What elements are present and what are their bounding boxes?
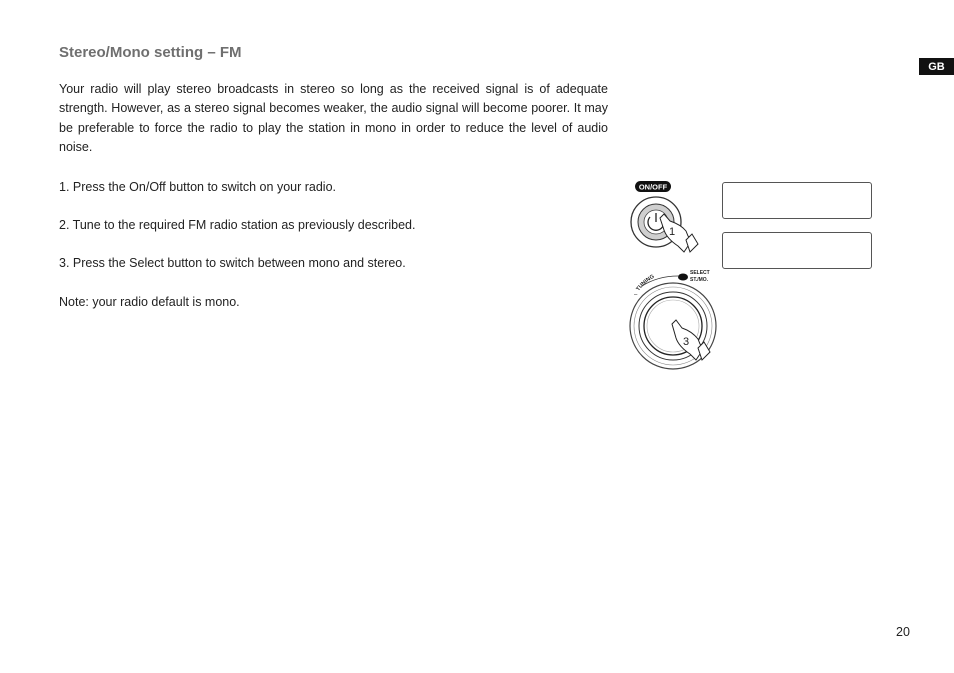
radio-controls-illustration: [626, 178, 726, 370]
svg-text:–: –: [634, 292, 638, 298]
page-title: Stereo/Mono setting – FM: [59, 44, 242, 61]
stmo-label: ST./MO.: [690, 277, 709, 283]
step-2: 2. Tune to the required FM radio station as previously described.: [59, 218, 416, 232]
step-3: 3. Press the Select button to switch between mono and stereo.: [59, 256, 406, 270]
lcd-display-2: [722, 232, 872, 269]
tuning-label: TUNING: [635, 273, 656, 293]
language-badge: GB: [919, 58, 954, 75]
select-indicator-icon: [678, 274, 688, 281]
page-number: 20: [896, 625, 910, 639]
note: Note: your radio default is mono.: [59, 295, 240, 309]
intro-paragraph: Your radio will play stereo broadcasts in stereo so long as the received signal is of adequate strength. However, as a stereo signal becomes weaker, the audio signal will become poorer. It may be preferable to force the radio to play the station in mono in order to reduce the level of audio noise.: [59, 82, 608, 154]
callout-3: 3: [683, 336, 690, 348]
svg-text:ON/OFF: ON/OFF: [638, 182, 668, 192]
lcd-display-1: [722, 182, 872, 219]
callout-1: 1: [669, 226, 676, 238]
step-1: 1. Press the On/Off button to switch on your radio.: [59, 180, 336, 194]
select-label: SELECT: [690, 270, 710, 276]
onoff-label: [635, 181, 671, 192]
